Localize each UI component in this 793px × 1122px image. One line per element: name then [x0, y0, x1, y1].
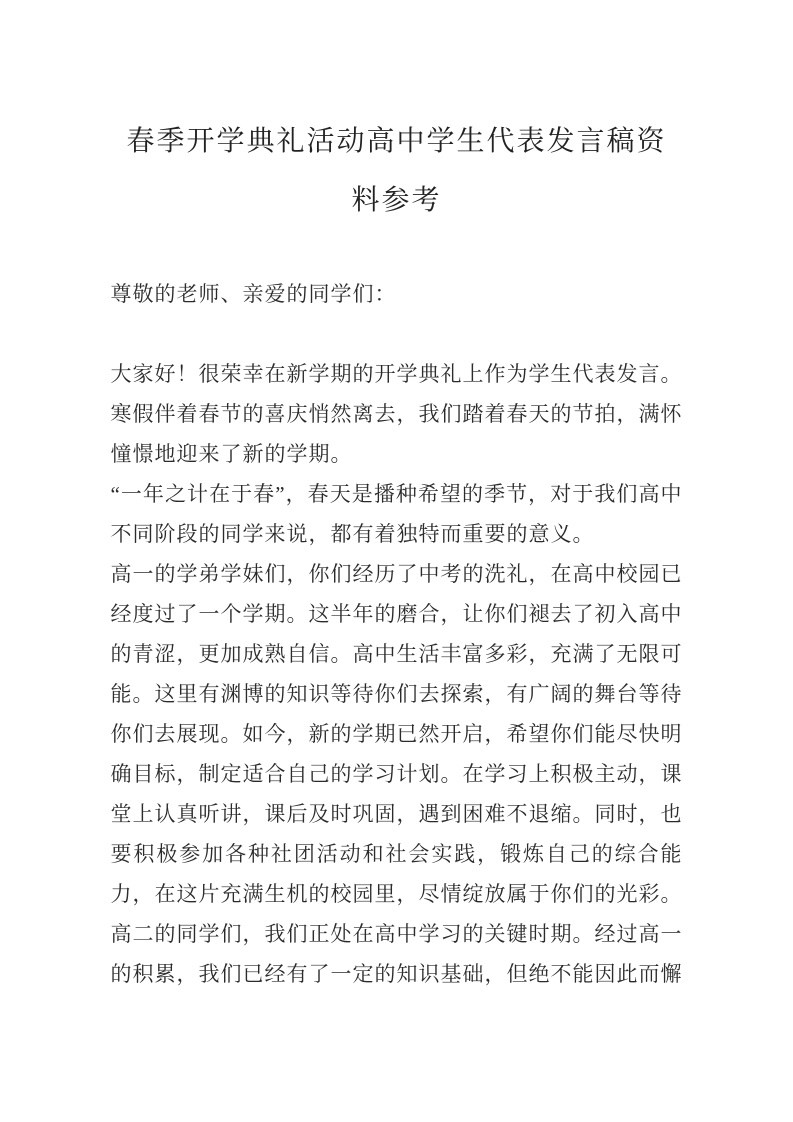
paragraph-salutation: 尊敬的老师、亲爱的同学们： — [110, 282, 397, 306]
paragraph-grade-two: 高二的同学们，我们正处在高中学习的关键时期。经过高一的积累，我们已经有了一定的知识基础，但绝不能因此而懈 — [110, 922, 683, 986]
document-content — [111, 0, 683, 994]
paragraph-greeting: 大家好！很荣幸在新学期的开学典礼上作为学生代表发言。寒假伴着春节的喜庆悄然离去，我们踏着春天的节拍，满怀憧憬地迎来了新的学期。 — [110, 362, 683, 466]
paragraph-spring-theme: “一年之计在于春”，春天是播种希望的季节，对于我们高中不同阶段的同学来说，都有着独特而重要的意义。 — [110, 482, 683, 546]
paragraph-grade-one: 高一的学弟学妹们，你们经历了中考的洗礼，在高中校园已经度过了一个学期。这半年的磨合，让你们褪去了初入高中的青涩，更加成熟自信。高中生活丰富多彩，充满了无限可能。这里有渊博的知识等待你们去探索，有广阔的舞台等待你们去展现。如今，新的学期已然开启，希望你们能尽快明确目标，制定适合自己的学习计划。在学习上积极主动，课堂上认真听讲，课后及时巩固，遇到困难不退缩。同时，也要积极参加各种社团活动和社会实践，锻炼自己的综合能力，在这片充满生机的校园里，尽情绽放属于你们的光彩。 — [110, 562, 683, 906]
document-body — [111, 274, 683, 994]
document-title: 春季开学典礼活动高中学生代表发言稿资料参考 — [126, 126, 667, 216]
